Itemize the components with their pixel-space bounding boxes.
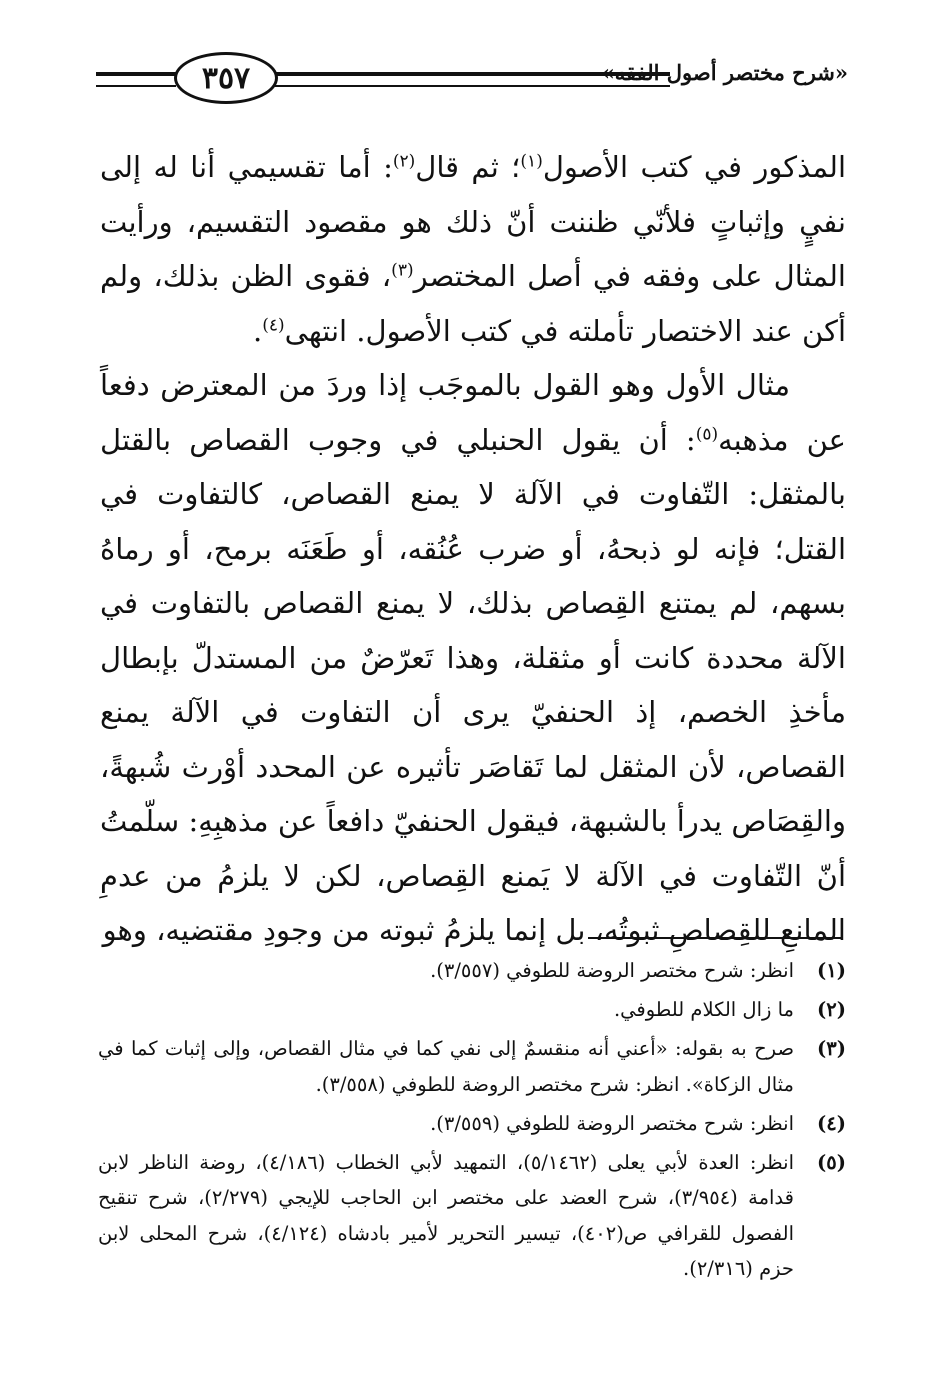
footnote-ref-3[interactable]: (٣) (391, 260, 414, 281)
footnote-ref-2[interactable]: (٢) (392, 151, 416, 172)
footnote-item (98, 1106, 846, 1142)
text-run: . (253, 313, 263, 348)
footnote-item (98, 1145, 846, 1287)
page-number-badge (174, 52, 278, 104)
footnote-item (98, 953, 846, 989)
footnote-number: (٥) (817, 1150, 846, 1174)
paragraph-1 (100, 140, 846, 358)
running-title: «شرح مختصر أصول الفقه» (601, 60, 848, 85)
text-run: : أما تقسيمي أنا له إلى نفيٍ وإثباتٍ فلأنّي ظننت أنّ ذلك هو مقصود التقسيم، ورأيت المثال على وفقه في أصل المختصر (100, 150, 846, 293)
footnote-text: صرح به بقوله: «أعني أنه منقسمٌ إلى نفي كما في مثال القصاص، وإلى إثبات كما في مثال الزكاة». انظر: شرح مختصر الروضة للطوفي (٣/٥٥٨). (98, 1037, 794, 1096)
page-header (96, 50, 848, 106)
footnote-number: (٤) (817, 1111, 846, 1135)
footnote-ref-5[interactable]: (٥) (695, 423, 719, 444)
footnote-number: (١) (817, 959, 846, 982)
text-run: ، فقوى الظن بذلك، ولم أكن عند الاختصار تأملته في كتب الأصول. انتهى (100, 259, 846, 348)
footnote-text: ما زال الكلام للطوفي. (613, 998, 794, 1021)
footnote-item (98, 992, 846, 1028)
text-run: : أن يقول الحنبلي في وجوب القصاص بالقتل بالمثقل: التّفاوت في الآلة لا يمنع القصاص، كالتفاوت في القتل؛ فإنه لو ذبحهُ، أو ضرب عُنُقه، أو طَعَنَه برمح، أو رماهُ بسهم، لم يمتنع القِصاص بذلك، لا يمنع القصاص بالتفاوت في الآلة محددة كانت أو مثقلة، وهذا تَعرّضٌ من المستدلّ بإبطال مأخذِ الخصم، إذ الحنفيّ يرى أن التفاوت في الآلة يمنع القصاص، لأن المثقل لما تَقاصَر تأثيره عن المحدد أوْرث شُبهةً، والقِصَاص يدرأ بالشبهة، فيقول الحنفيّ دافعاً عن مذهبِهِ: سلّمتُ أنّ التّفاوت في الآلة لا يَمنع القِصاص، لكن لا يلزمُ من عدمِ المانعِ للقِصاصِ ثبوتُه، بل إنما يلزمُ ثبوته من وجودِ مقتضيه، وهو (100, 422, 847, 947)
footnote-ref-4[interactable]: (٤) (262, 314, 285, 335)
footnote-number: (٣) (817, 1037, 846, 1060)
footnote-text: انظر: شرح مختصر الروضة للطوفي (٣/٥٥٧). (430, 959, 794, 982)
main-text (100, 140, 846, 958)
footnotes (98, 953, 846, 1290)
footnote-separator (588, 937, 843, 939)
page-number: ٣٥٧ (201, 60, 251, 96)
text-run: المذكور في كتب الأصول (542, 150, 846, 184)
text-run: ؛ ثم قال (415, 150, 521, 184)
paragraph-2 (100, 358, 846, 958)
header-rule-left (96, 72, 176, 87)
footnote-text: انظر: العدة لأبي يعلى (٥/١٤٦٢)، التمهيد لأبي الخطاب (٤/١٨٦)، روضة الناظر لابن قدامة (٣/٩٥٤)، شرح العضد على مختصر ابن الحاجب للإيجي (٢/٢٧٩)، شرح تنقيح الفصول للقرافي ص(٤٠٢)، تيسير التحرير لأمير بادشاه (٤/١٢٤)، شرح المحلى لابن حزم (٢/٣١٦). (98, 1150, 795, 1280)
footnote-text: انظر: شرح مختصر الروضة للطوفي (٣/٥٥٩). (430, 1111, 794, 1135)
footnote-item (98, 1031, 846, 1102)
footnote-ref-1[interactable]: (١) (520, 151, 543, 172)
text-run: مثال الأول وهو القول بالموجَب إذا وردَ من المعترض دفعاً عن مذهبه (100, 368, 846, 457)
footnote-number: (٢) (817, 998, 846, 1021)
